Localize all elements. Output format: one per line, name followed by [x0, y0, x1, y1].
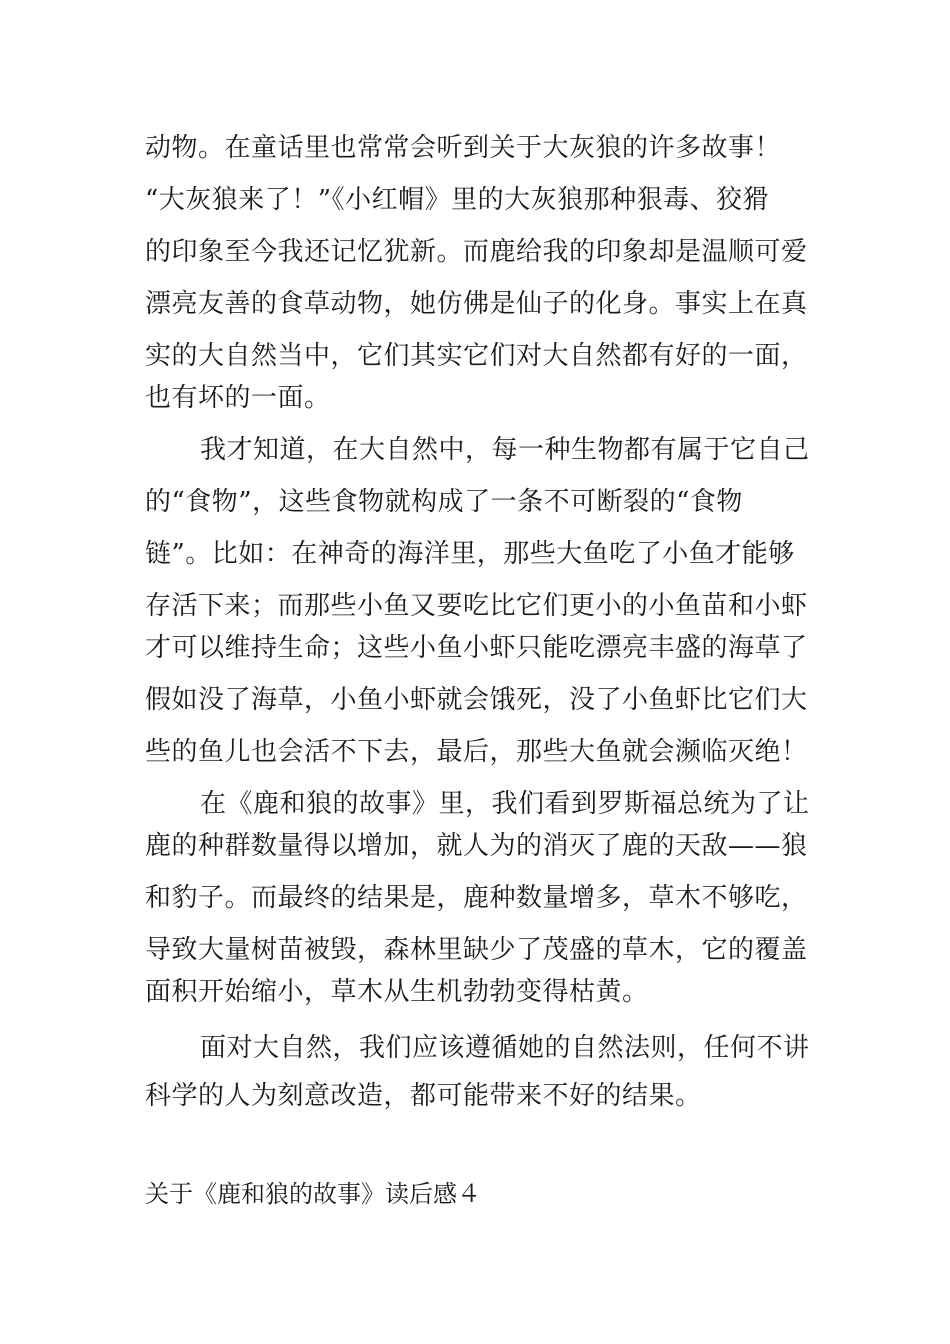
text-line: 链”。比如：在神奇的海洋里，那些大鱼吃了小鱼才能够 — [145, 539, 795, 569]
text-line: 才可以维持生命；这些小鱼小虾只能吃漂亮丰盛的海草了 — [145, 633, 808, 663]
text-line: “大灰狼来了！”《小红帽》里的大灰狼那种狠毒、狡猾 — [145, 185, 770, 215]
text-line: 鹿的种群数量得以增加，就人为的消灭了鹿的天敌——狼 — [145, 831, 808, 861]
text-line: 科学的人为刻意改造，都可能带来不好的结果。 — [145, 1081, 702, 1111]
text-line: 也有坏的一面。 — [145, 383, 331, 413]
text-line: 和豹子。而最终的结果是，鹿种数量增多，草木不够吃， — [145, 883, 808, 913]
section-heading: 关于《鹿和狼的故事》读后感４ — [145, 1180, 481, 1208]
text-line: 存活下来；而那些小鱼又要吃比它们更小的小鱼苗和小虾 — [145, 591, 808, 621]
text-line: 导致大量树苗被毁，森林里缺少了茂盛的草木，它的覆盖 — [145, 935, 808, 965]
paragraph-first-line: 在《鹿和狼的故事》里，我们看到罗斯福总统为了让 — [200, 789, 810, 819]
paragraph-first-line: 我才知道，在大自然中，每一种生物都有属于它自己 — [200, 435, 810, 465]
text-line: 实的大自然当中，它们其实它们对大自然都有好的一面， — [145, 341, 808, 371]
text-line: 面积开始缩小，草木从生机勃勃变得枯黄。 — [145, 977, 649, 1007]
text-line: 些的鱼儿也会活不下去，最后，那些大鱼就会濒临灭绝！ — [145, 737, 808, 767]
text-line: 漂亮友善的食草动物，她仿佛是仙子的化身。事实上在真 — [145, 289, 808, 319]
paragraph-first-line: 面对大自然，我们应该遵循她的自然法则，任何不讲 — [200, 1033, 810, 1063]
text-line: 的印象至今我还记忆犹新。而鹿给我的印象却是温顺可爱 — [145, 237, 808, 267]
text-line: 动物。在童话里也常常会听到关于大灰狼的许多故事！ — [145, 133, 782, 163]
text-line: 的“食物”，这些食物就构成了一条不可断裂的“食物 — [145, 487, 743, 517]
text-line: 假如没了海草，小鱼小虾就会饿死，没了小鱼虾比它们大 — [145, 685, 808, 715]
